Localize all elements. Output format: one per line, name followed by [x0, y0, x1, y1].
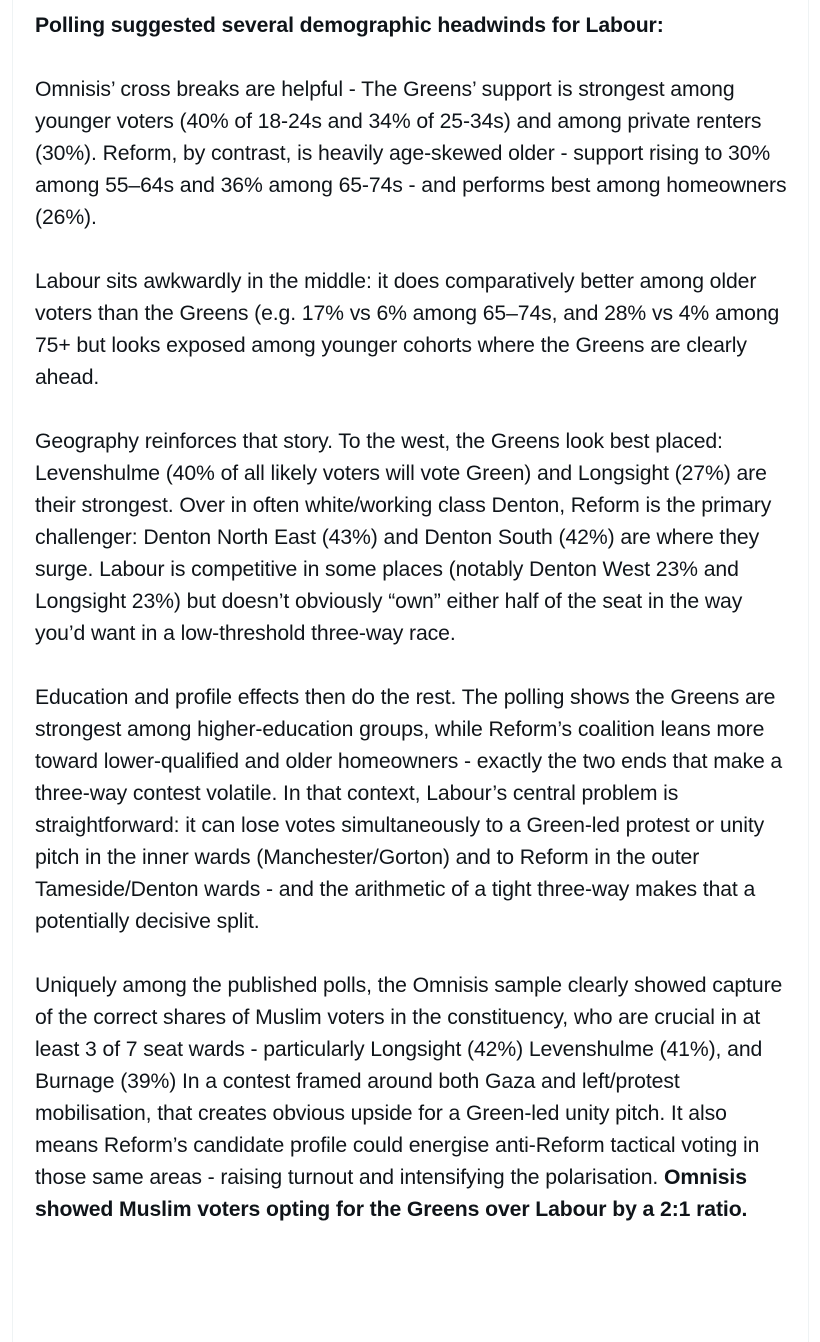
paragraph-muslim-voters-bold: Omnisis showed Muslim voters opting for the Greens over Labour by a 2:1 ratio. [35, 1166, 748, 1221]
paragraph-crossbreaks: Omnisis’ cross breaks are helpful - The Greens’ support is strongest among younger voters (40% of 18-24s and 34% of 25-34s) and among private renters (30%). Reform, by contrast, is heavily age-skewed older - support rising to 30% among 55–64s and 36% among 65-74s - and performs best among homeowners (26%). [35, 78, 787, 229]
paragraph-muslim-voters-text: Uniquely among the published polls, the Omnisis sample clearly showed capture of the correct shares of Muslim voters in the constituency, who are crucial in at least 3 of 7 seat wards - particularly Longsight (42%) Levenshulme (41%), and Burnage (39%) In a contest framed around both Gaza and left/protest mobilisation, that creates obvious upside for a Green-led unity pitch. It also means Reform’s candidate profile could energise anti-Reform tactical voting in those same areas - raising turnout and intensifying the polarisation. [35, 974, 783, 1189]
paragraph-labour-middle: Labour sits awkwardly in the middle: it does comparatively better among older voters than the Greens (e.g. 17% vs 6% among 65–74s, and 28% vs 4% among 75+ but looks exposed among younger cohorts where the Greens are clearly ahead. [35, 270, 780, 389]
post-container [12, 0, 809, 1342]
paragraph-education: Education and profile effects then do the rest. The polling shows the Greens are strongest among higher-education groups, while Reform’s coalition leans more toward lower-qualified and older homeowners - exactly the two ends that make a three-way contest volatile. In that context, Labour’s central problem is straightforward: it can lose votes simultaneously to a Green-led protest or unity pitch in the inner wards (Manchester/Gorton) and to Reform in the outer Tameside/Denton wards - and the arithmetic of a tight three-way makes that a potentially decisive split. [35, 686, 783, 933]
paragraph-muslim-voters [35, 970, 795, 1226]
article-heading: Polling suggested several demographic headwinds for Labour: [35, 14, 664, 37]
article-body [35, 10, 795, 1258]
paragraph-geography: Geography reinforces that story. To the west, the Greens look best placed: Levenshulme (40% of all likely voters will vote Green) and Longsight (27%) are their strongest. Over in often white/working class Denton, Reform is the primary challenger: Denton North East (43%) and Denton South (42%) are where they surge. Labour is competitive in some places (notably Denton West 23% and Longsight 23%) but doesn’t obviously “own” either half of the seat in the way you’d want in a low-threshold three-way race. [35, 430, 772, 645]
